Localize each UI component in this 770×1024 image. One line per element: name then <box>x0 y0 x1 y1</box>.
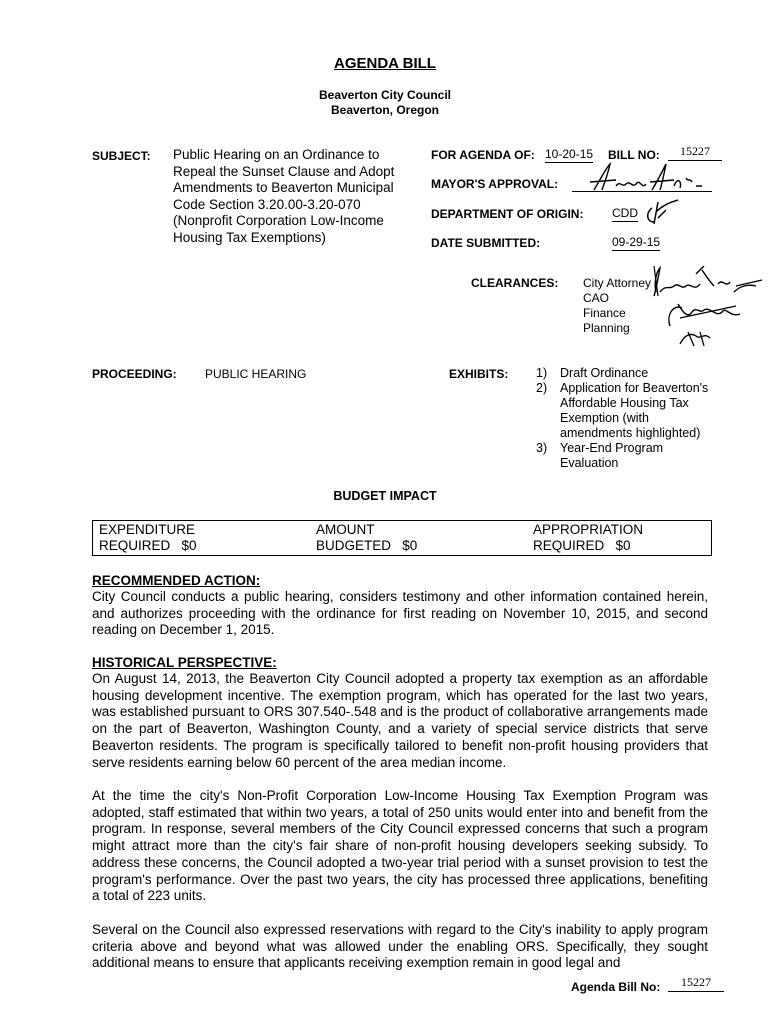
budget-amount-cell <box>310 521 527 556</box>
subject-line: Repeal the Sunset Clause and Adopt <box>173 163 395 179</box>
clearances-label: CLEARANCES: <box>471 276 559 290</box>
historical-paragraph-2: At the time the city's Non-Profit Corporation Low-Income Housing Tax Exemption Program was adopted, staff estimated that within two years, a total of 250 units would enter into and benefit from the program. In response, several members of the City Council expressed concerns that such a program might attract more than the city's fair share of non-profit housing developers seeking subsidy. To address these concerns, the Council adopted a two-year trial period with a sunset provision to test the program's performance. Over the past two years, the city has processed three applications, benefiting a total of 223 units. <box>92 788 708 904</box>
date-submitted-value: 09-29-15 <box>612 235 661 249</box>
council-heading <box>0 88 770 118</box>
budget-col-label: AMOUNT <box>316 522 375 537</box>
exhibit-text: Evaluation <box>560 456 619 470</box>
exhibit-text: amendments highlighted) <box>560 426 701 440</box>
footer-bill-label: Agenda Bill No: <box>571 980 661 994</box>
subject-label: SUBJECT: <box>92 149 151 163</box>
bill-number-label: BILL NO: <box>608 148 660 162</box>
exhibit-text: Year-End Program <box>560 441 664 455</box>
council-name: Beaverton City Council <box>318 88 452 102</box>
department-initials-icon <box>644 198 684 228</box>
budget-expenditure-cell <box>93 521 311 556</box>
footer-bill-value: 15227 <box>668 975 724 992</box>
budget-appropriation-cell <box>527 521 712 556</box>
historical-paragraph-3: Several on the Council also expressed reservations with regard to the City's inability to apply program criteria above and beyond what was allowed under the enabling ORS. Specifically, they sought additional means to ensure that applicants receiving exemption remain in good legal and <box>92 922 708 971</box>
budget-table <box>92 520 712 556</box>
exhibit-text: Exemption (with <box>560 411 649 425</box>
budget-heading: BUDGET IMPACT <box>333 489 437 503</box>
subject-line: Housing Tax Exemptions) <box>173 229 326 245</box>
date-submitted-label: DATE SUBMITTED: <box>431 236 541 250</box>
proceeding-value: PUBLIC HEARING <box>205 367 307 381</box>
budget-value: $0 <box>615 538 631 553</box>
budget-col-label-2: REQUIRED $0 <box>99 538 197 553</box>
page-title: AGENDA BILL <box>334 55 436 72</box>
clearance-signatures-icon <box>644 262 768 348</box>
budget-value: $0 <box>181 538 197 553</box>
recommended-text: City Council conducts a public hearing, considers testimony and other information contained herein, and authorizes proceeding with the ordinance for first reading on November 10, 2015, and second reading on December 1, 2015. <box>92 589 708 638</box>
budget-value: $0 <box>402 538 418 553</box>
historical-heading: HISTORICAL PERSPECTIVE: <box>92 655 277 670</box>
subject-text <box>173 147 423 246</box>
clearance-item: Finance <box>583 306 626 320</box>
exhibit-text: Application for Beaverton's <box>560 381 709 395</box>
exhibit-text: Draft Ordinance <box>560 366 649 380</box>
exhibits-label: EXHIBITS: <box>449 367 509 381</box>
budget-col-label-2: BUDGETED $0 <box>316 538 418 553</box>
agenda-date-label: FOR AGENDA OF: <box>431 148 535 162</box>
clearance-item: City Attorney <box>583 276 652 290</box>
clearances-list <box>583 276 651 336</box>
subject-line: Code Section 3.20.00-3.20-070 <box>173 196 361 212</box>
department-value: CDD <box>612 206 638 220</box>
mayor-signature-icon <box>586 160 716 196</box>
agenda-date-value: 10-20-15 <box>545 147 594 161</box>
exhibit-text: Affordable Housing Tax <box>560 396 689 410</box>
budget-col-label-2: REQUIRED $0 <box>533 538 631 553</box>
exhibit-number: 2) <box>536 381 548 395</box>
exhibits-list <box>536 366 736 476</box>
bill-number-value: 15227 <box>668 144 722 161</box>
historical-paragraph-1: On August 14, 2013, the Beaverton City Council adopted a property tax exemption as an affordable housing development incentive. The exemption program, which has operated for the last two years, was established pursuant to ORS 307.540-.548 and is the product of collaborative arrangements made on the part of Beaverton, Washington County, and a variety of special service districts that serve Beaverton residents. The program is specifically tailored to benefit non-profit housing providers that serve residents earning below 60 percent of the area median income. <box>92 671 708 770</box>
clearance-item: CAO <box>583 291 610 305</box>
recommended-heading: RECOMMENDED ACTION: <box>92 573 261 588</box>
clearance-item: Planning <box>583 321 630 335</box>
budget-col-label: APPROPRIATION <box>533 522 644 537</box>
proceeding-label: PROCEEDING: <box>92 367 177 381</box>
department-label: DEPARTMENT OF ORIGIN: <box>431 207 584 221</box>
budget-col-label: EXPENDITURE <box>99 522 196 537</box>
exhibit-number: 3) <box>536 441 548 455</box>
subject-line: Public Hearing on an Ordinance to <box>173 147 380 162</box>
subject-line: (Nonprofit Corporation Low-Income <box>173 213 384 228</box>
council-location: Beaverton, Oregon <box>330 103 440 117</box>
mayor-approval-label: MAYOR'S APPROVAL: <box>431 177 559 191</box>
exhibit-number: 1) <box>536 366 548 380</box>
subject-line: Amendments to Beaverton Municipal <box>173 180 394 195</box>
